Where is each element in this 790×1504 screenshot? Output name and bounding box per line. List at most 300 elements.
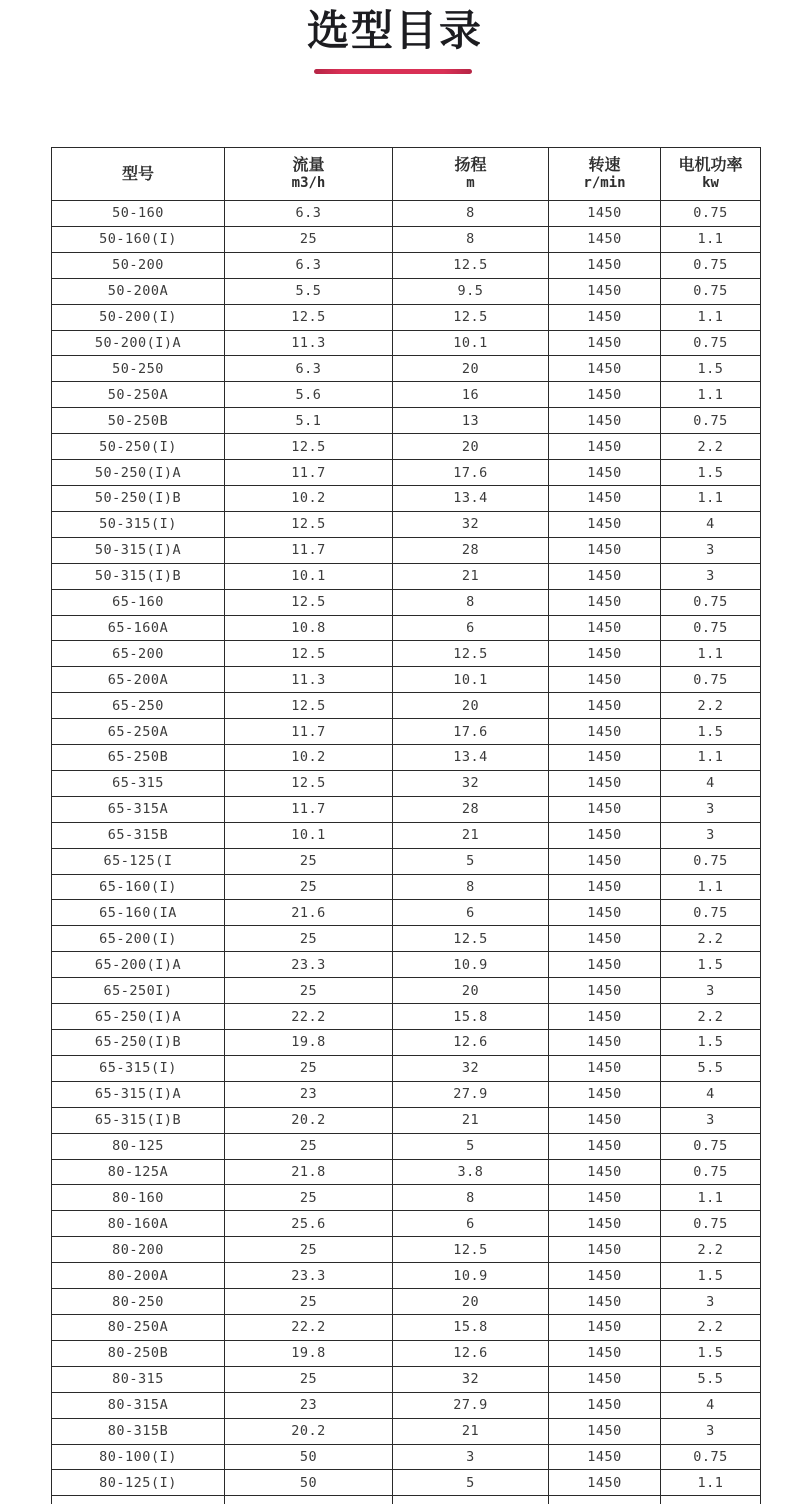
cell-head: 3.8 [393, 1159, 549, 1185]
table-row [52, 1289, 761, 1315]
cell-flow: 25 [225, 226, 393, 252]
cell-head: 10.9 [393, 952, 549, 978]
cell-model: 80-315A [52, 1392, 225, 1418]
table-row [52, 796, 761, 822]
cell-model: 65-250(I)B [52, 1030, 225, 1056]
cell-flow: 11.7 [225, 719, 393, 745]
table-row [52, 615, 761, 641]
table-row [52, 641, 761, 667]
cell-flow: 20.2 [225, 1107, 393, 1133]
cell-flow: 11.3 [225, 330, 393, 356]
cell-power [661, 1496, 761, 1504]
cell-model: 50-250(I)B [52, 485, 225, 511]
cell-power: 1.1 [661, 304, 761, 330]
table-row [52, 589, 761, 615]
cell-power: 5.5 [661, 1366, 761, 1392]
cell-speed: 1450 [549, 1289, 661, 1315]
cell-flow [225, 1496, 393, 1504]
table-row-partial [52, 1496, 761, 1504]
cell-model: 50-315(I)A [52, 537, 225, 563]
cell-model: 50-250B [52, 408, 225, 434]
table-row [52, 1366, 761, 1392]
cell-power: 1.1 [661, 485, 761, 511]
table-row [52, 667, 761, 693]
cell-power: 0.75 [661, 252, 761, 278]
table-row [52, 900, 761, 926]
cell-model: 65-200A [52, 667, 225, 693]
cell-head: 5 [393, 1133, 549, 1159]
cell-speed: 1450 [549, 226, 661, 252]
cell-head: 8 [393, 589, 549, 615]
cell-model: 80-160 [52, 1185, 225, 1211]
cell-speed: 1450 [549, 382, 661, 408]
cell-power: 3 [661, 1107, 761, 1133]
cell-model: 65-125(I [52, 848, 225, 874]
table-row [52, 1314, 761, 1340]
cell-power: 1.1 [661, 382, 761, 408]
cell-speed: 1450 [549, 822, 661, 848]
cell-flow: 19.8 [225, 1340, 393, 1366]
selection-table-body [52, 201, 761, 1504]
cell-speed: 1450 [549, 1211, 661, 1237]
cell-speed: 1450 [549, 252, 661, 278]
cell-power: 0.75 [661, 667, 761, 693]
cell-power: 4 [661, 770, 761, 796]
cell-power: 2.2 [661, 1237, 761, 1263]
cell-flow: 25 [225, 926, 393, 952]
cell-model: 65-160(I) [52, 874, 225, 900]
cell-speed: 1450 [549, 1004, 661, 1030]
table-row [52, 1159, 761, 1185]
cell-power: 4 [661, 1081, 761, 1107]
table-row [52, 926, 761, 952]
cell-power: 0.75 [661, 408, 761, 434]
cell-flow: 23 [225, 1392, 393, 1418]
cell-model: 65-200 [52, 641, 225, 667]
page-title: 选型目录 [306, 7, 483, 54]
cell-flow: 23.3 [225, 1263, 393, 1289]
cell-speed: 1450 [549, 1392, 661, 1418]
header-model [52, 148, 225, 201]
cell-speed: 1450 [549, 1366, 661, 1392]
cell-speed: 1450 [549, 434, 661, 460]
cell-speed: 1450 [549, 1107, 661, 1133]
cell-head: 6 [393, 900, 549, 926]
cell-head: 15.8 [393, 1004, 549, 1030]
cell-head: 10.9 [393, 1263, 549, 1289]
header-power-unit: kw [702, 175, 719, 191]
cell-head: 32 [393, 511, 549, 537]
cell-model: 65-160(IA [52, 900, 225, 926]
cell-model: 50-200(I)A [52, 330, 225, 356]
cell-flow: 25 [225, 978, 393, 1004]
table-row [52, 1470, 761, 1496]
cell-head: 12.5 [393, 1237, 549, 1263]
table-row [52, 226, 761, 252]
cell-head: 3 [393, 1444, 549, 1470]
table-row [52, 1340, 761, 1366]
cell-model: 65-315 [52, 770, 225, 796]
table-row [52, 822, 761, 848]
cell-model: 50-200A [52, 278, 225, 304]
cell-power: 0.75 [661, 1211, 761, 1237]
cell-flow: 6.3 [225, 201, 393, 227]
cell-head: 5 [393, 848, 549, 874]
table-row [52, 1418, 761, 1444]
cell-head: 13 [393, 408, 549, 434]
table-row [52, 1185, 761, 1211]
cell-speed: 1450 [549, 1340, 661, 1366]
table-row [52, 201, 761, 227]
cell-model: 50-315(I)B [52, 563, 225, 589]
cell-model: 50-250 [52, 356, 225, 382]
cell-flow: 50 [225, 1470, 393, 1496]
cell-model: 80-250A [52, 1314, 225, 1340]
cell-power: 0.75 [661, 900, 761, 926]
cell-head: 8 [393, 874, 549, 900]
cell-head: 6 [393, 615, 549, 641]
cell-power: 2.2 [661, 926, 761, 952]
cell-model: 80-200 [52, 1237, 225, 1263]
table-row [52, 1004, 761, 1030]
header-head [393, 148, 549, 201]
cell-power: 3 [661, 537, 761, 563]
cell-power: 0.75 [661, 1133, 761, 1159]
cell-model: 65-200(I)A [52, 952, 225, 978]
table-row [52, 330, 761, 356]
cell-flow: 11.7 [225, 460, 393, 486]
cell-power: 3 [661, 563, 761, 589]
cell-head: 20 [393, 434, 549, 460]
cell-speed: 1450 [549, 1314, 661, 1340]
cell-head: 9.5 [393, 278, 549, 304]
cell-head: 12.5 [393, 252, 549, 278]
cell-power: 0.75 [661, 1159, 761, 1185]
cell-flow: 10.1 [225, 563, 393, 589]
cell-flow: 25 [225, 1289, 393, 1315]
cell-speed: 1450 [549, 589, 661, 615]
cell-power: 1.1 [661, 1185, 761, 1211]
cell-flow: 12.5 [225, 304, 393, 330]
table-row [52, 1444, 761, 1470]
cell-power: 0.75 [661, 1444, 761, 1470]
cell-power: 5.5 [661, 1055, 761, 1081]
cell-power: 0.75 [661, 848, 761, 874]
cell-flow: 5.6 [225, 382, 393, 408]
cell-speed: 1450 [549, 485, 661, 511]
cell-speed: 1450 [549, 770, 661, 796]
table-header-row [52, 148, 761, 201]
table-row [52, 408, 761, 434]
cell-model: 80-315 [52, 1366, 225, 1392]
cell-speed: 1450 [549, 1185, 661, 1211]
cell-power: 1.1 [661, 874, 761, 900]
cell-flow: 10.2 [225, 745, 393, 771]
header-head-unit: m [466, 175, 475, 191]
title-underline [314, 69, 472, 74]
cell-head: 21 [393, 1418, 549, 1444]
cell-flow: 25 [225, 1366, 393, 1392]
header-speed-unit: r/min [583, 175, 626, 191]
cell-flow: 21.6 [225, 900, 393, 926]
table-row [52, 1107, 761, 1133]
table-row [52, 252, 761, 278]
cell-model: 80-250 [52, 1289, 225, 1315]
cell-flow: 12.5 [225, 641, 393, 667]
cell-power: 0.75 [661, 278, 761, 304]
cell-head: 12.6 [393, 1340, 549, 1366]
table-row [52, 563, 761, 589]
cell-flow: 25 [225, 1237, 393, 1263]
cell-model: 80-125A [52, 1159, 225, 1185]
table-row [52, 1263, 761, 1289]
cell-flow: 11.7 [225, 537, 393, 563]
cell-speed: 1450 [549, 719, 661, 745]
cell-flow: 19.8 [225, 1030, 393, 1056]
cell-head: 12.5 [393, 304, 549, 330]
cell-model: 65-250B [52, 745, 225, 771]
cell-speed: 1450 [549, 874, 661, 900]
cell-power: 4 [661, 511, 761, 537]
table-row [52, 382, 761, 408]
table-row [52, 278, 761, 304]
table-row [52, 1133, 761, 1159]
cell-flow: 25 [225, 874, 393, 900]
table-row [52, 770, 761, 796]
table-row [52, 434, 761, 460]
cell-speed: 1450 [549, 460, 661, 486]
cell-flow: 10.8 [225, 615, 393, 641]
cell-power: 1.5 [661, 460, 761, 486]
cell-model: 50-200(I) [52, 304, 225, 330]
cell-model: 65-200(I) [52, 926, 225, 952]
cell-power: 2.2 [661, 1004, 761, 1030]
cell-power: 0.75 [661, 615, 761, 641]
cell-flow: 25 [225, 1055, 393, 1081]
cell-model: 80-125 [52, 1133, 225, 1159]
cell-speed: 1450 [549, 978, 661, 1004]
cell-speed: 1450 [549, 511, 661, 537]
cell-power: 0.75 [661, 589, 761, 615]
cell-speed: 1450 [549, 1030, 661, 1056]
cell-head: 15.8 [393, 1314, 549, 1340]
table-row [52, 1030, 761, 1056]
cell-flow: 22.2 [225, 1004, 393, 1030]
cell-flow: 21.8 [225, 1159, 393, 1185]
cell-flow: 22.2 [225, 1314, 393, 1340]
cell-flow: 11.3 [225, 667, 393, 693]
cell-model: 65-315(I)B [52, 1107, 225, 1133]
cell-model: 50-200 [52, 252, 225, 278]
cell-head: 21 [393, 1107, 549, 1133]
cell-speed: 1450 [549, 1237, 661, 1263]
cell-speed: 1450 [549, 304, 661, 330]
table-row [52, 952, 761, 978]
cell-head: 27.9 [393, 1081, 549, 1107]
cell-speed: 1450 [549, 1263, 661, 1289]
cell-head: 17.6 [393, 460, 549, 486]
header-flow-label: 流量 [292, 157, 325, 174]
cell-model: 50-250(I) [52, 434, 225, 460]
cell-model: 65-315A [52, 796, 225, 822]
cell-model: 65-250I) [52, 978, 225, 1004]
cell-speed: 1450 [549, 745, 661, 771]
table-row [52, 719, 761, 745]
cell-model: 80-200A [52, 1263, 225, 1289]
cell-head: 12.6 [393, 1030, 549, 1056]
cell-speed: 1450 [549, 667, 661, 693]
cell-speed: 1450 [549, 408, 661, 434]
table-row [52, 356, 761, 382]
cell-model: 65-315(I)A [52, 1081, 225, 1107]
cell-head: 8 [393, 201, 549, 227]
header-power [661, 148, 761, 201]
cell-speed: 1450 [549, 278, 661, 304]
cell-head: 28 [393, 537, 549, 563]
cell-speed: 1450 [549, 615, 661, 641]
cell-speed: 1450 [549, 1081, 661, 1107]
cell-head: 20 [393, 693, 549, 719]
cell-flow: 25 [225, 848, 393, 874]
cell-model: 50-160(I) [52, 226, 225, 252]
cell-speed: 1450 [549, 1159, 661, 1185]
cell-power: 1.5 [661, 356, 761, 382]
cell-power: 1.5 [661, 1030, 761, 1056]
cell-speed: 1450 [549, 693, 661, 719]
cell-speed: 1450 [549, 356, 661, 382]
cell-power: 3 [661, 796, 761, 822]
cell-head: 13.4 [393, 485, 549, 511]
cell-speed: 1450 [549, 796, 661, 822]
cell-flow: 12.5 [225, 693, 393, 719]
cell-speed: 1450 [549, 900, 661, 926]
cell-model: 65-250 [52, 693, 225, 719]
cell-model: 80-160A [52, 1211, 225, 1237]
cell-head: 32 [393, 1366, 549, 1392]
table-row [52, 978, 761, 1004]
cell-power: 1.5 [661, 1263, 761, 1289]
cell-head: 8 [393, 226, 549, 252]
header-speed-label: 转速 [588, 157, 621, 174]
table-row [52, 693, 761, 719]
cell-speed: 1450 [549, 563, 661, 589]
cell-head: 20 [393, 978, 549, 1004]
cell-flow: 12.5 [225, 511, 393, 537]
cell-model: 65-250A [52, 719, 225, 745]
cell-head [393, 1496, 549, 1504]
table-row [52, 848, 761, 874]
selection-table [51, 147, 761, 1504]
table-row [52, 1055, 761, 1081]
cell-flow: 25 [225, 1185, 393, 1211]
cell-speed: 1450 [549, 952, 661, 978]
cell-speed: 1450 [549, 330, 661, 356]
cell-head: 12.5 [393, 926, 549, 952]
table-row [52, 1237, 761, 1263]
cell-model: 65-160A [52, 615, 225, 641]
cell-head: 5 [393, 1470, 549, 1496]
cell-model: 80-250B [52, 1340, 225, 1366]
cell-head: 32 [393, 1055, 549, 1081]
cell-head: 20 [393, 356, 549, 382]
cell-power: 0.75 [661, 201, 761, 227]
cell-head: 21 [393, 822, 549, 848]
cell-power: 1.5 [661, 952, 761, 978]
cell-flow: 10.1 [225, 822, 393, 848]
cell-speed: 1450 [549, 537, 661, 563]
cell-model: 50-315(I) [52, 511, 225, 537]
table-row [52, 460, 761, 486]
cell-model: 65-315B [52, 822, 225, 848]
cell-model: 50-250A [52, 382, 225, 408]
cell-head: 13.4 [393, 745, 549, 771]
cell-head: 17.6 [393, 719, 549, 745]
cell-head: 21 [393, 563, 549, 589]
cell-speed: 1450 [549, 848, 661, 874]
cell-power: 1.5 [661, 1340, 761, 1366]
header-power-label: 电机功率 [678, 157, 743, 174]
table-row [52, 537, 761, 563]
table-row [52, 1392, 761, 1418]
header-flow [225, 148, 393, 201]
header-speed [549, 148, 661, 201]
cell-flow: 23 [225, 1081, 393, 1107]
cell-power: 1.1 [661, 745, 761, 771]
cell-power: 2.2 [661, 434, 761, 460]
cell-power: 2.2 [661, 693, 761, 719]
cell-head: 28 [393, 796, 549, 822]
table-row [52, 745, 761, 771]
table-row [52, 1211, 761, 1237]
table-row [52, 511, 761, 537]
cell-model [52, 1496, 225, 1504]
cell-head: 6 [393, 1211, 549, 1237]
cell-speed: 1450 [549, 641, 661, 667]
cell-power: 1.1 [661, 226, 761, 252]
cell-model: 65-160 [52, 589, 225, 615]
cell-power: 3 [661, 1289, 761, 1315]
cell-speed: 1450 [549, 926, 661, 952]
header-flow-unit: m3/h [291, 175, 326, 191]
cell-power: 3 [661, 822, 761, 848]
cell-head: 8 [393, 1185, 549, 1211]
cell-flow: 12.5 [225, 434, 393, 460]
cell-head: 16 [393, 382, 549, 408]
cell-model: 50-160 [52, 201, 225, 227]
cell-power: 3 [661, 978, 761, 1004]
cell-power: 3 [661, 1418, 761, 1444]
cell-head: 10.1 [393, 667, 549, 693]
cell-flow: 6.3 [225, 356, 393, 382]
cell-model: 65-315(I) [52, 1055, 225, 1081]
cell-flow: 12.5 [225, 589, 393, 615]
cell-model: 65-250(I)A [52, 1004, 225, 1030]
cell-power: 4 [661, 1392, 761, 1418]
cell-head: 20 [393, 1289, 549, 1315]
table-row [52, 1081, 761, 1107]
table-row [52, 485, 761, 511]
cell-head: 12.5 [393, 641, 549, 667]
cell-model: 50-250(I)A [52, 460, 225, 486]
cell-flow: 20.2 [225, 1418, 393, 1444]
cell-flow: 11.7 [225, 796, 393, 822]
header-model-label: 型号 [121, 165, 154, 183]
cell-flow: 50 [225, 1444, 393, 1470]
cell-flow: 5.1 [225, 408, 393, 434]
cell-model: 80-125(I) [52, 1470, 225, 1496]
cell-head: 10.1 [393, 330, 549, 356]
cell-power: 1.1 [661, 641, 761, 667]
